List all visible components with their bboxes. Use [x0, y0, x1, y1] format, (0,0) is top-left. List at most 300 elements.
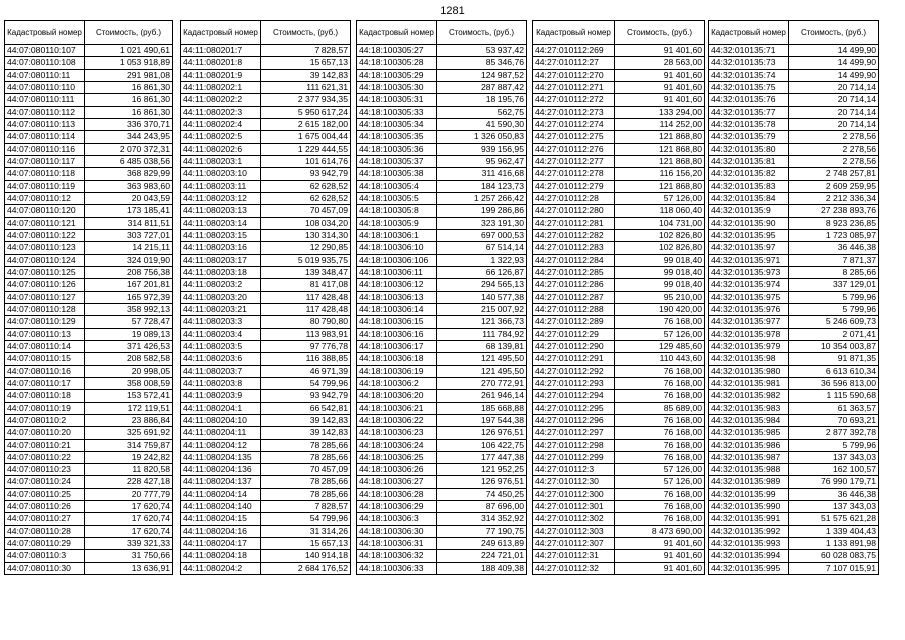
table-row — [357, 353, 527, 365]
header-cadastral-number: Кадастровый номер — [5, 21, 85, 45]
table-row — [181, 316, 351, 328]
table-row — [533, 562, 705, 574]
cost-cell: 215 007,92 — [437, 303, 527, 315]
cost-cell: 102 826,80 — [615, 242, 705, 254]
table-row — [181, 451, 351, 463]
cadastral-table-column-5 — [708, 20, 879, 575]
table-row — [533, 390, 705, 402]
cadastral-number-cell: 44:18:100306:23 — [357, 427, 437, 439]
cadastral-number-cell: 44:11:080204:18 — [181, 550, 261, 562]
table-row — [181, 69, 351, 81]
cadastral-number-cell: 44:32:010135:97 — [709, 242, 789, 254]
cadastral-number-cell: 44:32:010135:84 — [709, 192, 789, 204]
table-row — [533, 538, 705, 550]
cost-cell: 2 278,56 — [789, 131, 879, 143]
cost-cell: 314 811,51 — [85, 217, 173, 229]
cadastral-number-cell: 44:07:080110:111 — [5, 94, 85, 106]
cost-cell: 8 473 690,00 — [615, 525, 705, 537]
cost-cell: 62 628,52 — [261, 180, 351, 192]
table-row — [181, 229, 351, 241]
table-row — [357, 69, 527, 81]
cadastral-number-cell: 44:27:010112:303 — [533, 525, 615, 537]
table-row — [357, 242, 527, 254]
cadastral-number-cell: 44:11:080203:18 — [181, 266, 261, 278]
cost-cell: 39 142,83 — [261, 414, 351, 426]
cost-cell: 111 784,92 — [437, 328, 527, 340]
table-row — [357, 501, 527, 513]
cost-cell: 5 799,96 — [789, 303, 879, 315]
table-row — [5, 303, 173, 315]
cadastral-number-cell: 44:32:010135:74 — [709, 69, 789, 81]
cadastral-number-cell: 44:27:010112:293 — [533, 377, 615, 389]
header-cost: Стоимость, (руб.) — [789, 21, 879, 45]
table-row — [709, 550, 879, 562]
cost-cell: 74 450,25 — [437, 488, 527, 500]
table-row — [181, 525, 351, 537]
cadastral-number-cell: 44:32:010135:984 — [709, 414, 789, 426]
table-row — [181, 427, 351, 439]
cadastral-number-cell: 44:18:100306:13 — [357, 291, 437, 303]
cost-cell: 121 868,80 — [615, 131, 705, 143]
cadastral-number-cell: 44:27:010112:300 — [533, 488, 615, 500]
table-row — [5, 476, 173, 488]
table-row — [357, 168, 527, 180]
cost-cell: 173 185,41 — [85, 205, 173, 217]
cost-cell: 140 914,18 — [261, 550, 351, 562]
cadastral-number-cell: 44:32:010135:978 — [709, 328, 789, 340]
cost-cell: 76 168,00 — [615, 365, 705, 377]
cadastral-number-cell: 44:27:010112:289 — [533, 316, 615, 328]
table-row — [533, 525, 705, 537]
table-row — [181, 303, 351, 315]
cost-cell: 121 495,50 — [437, 365, 527, 377]
table-row — [5, 513, 173, 525]
cost-cell: 14 215,11 — [85, 242, 173, 254]
cost-cell: 76 168,00 — [615, 414, 705, 426]
cost-cell: 5 799,96 — [789, 291, 879, 303]
cadastral-number-cell: 44:27:010112:280 — [533, 205, 615, 217]
cadastral-number-cell: 44:18:100306:31 — [357, 538, 437, 550]
table-row — [5, 538, 173, 550]
table-row — [533, 143, 705, 155]
cadastral-number-cell: 44:07:080110:15 — [5, 353, 85, 365]
cost-cell: 137 343,03 — [789, 451, 879, 463]
cadastral-number-cell: 44:32:010135:83 — [709, 180, 789, 192]
table-row — [709, 94, 879, 106]
table-row — [5, 266, 173, 278]
table-row — [181, 81, 351, 93]
cost-cell: 1 021 490,61 — [85, 45, 173, 57]
cadastral-number-cell: 44:11:080201:7 — [181, 45, 261, 57]
cost-cell: 130 314,30 — [261, 229, 351, 241]
cadastral-number-cell: 44:11:080204:136 — [181, 464, 261, 476]
cost-cell: 5 246 609,73 — [789, 316, 879, 328]
table-row — [533, 118, 705, 130]
cost-cell: 67 514,14 — [437, 242, 527, 254]
cadastral-number-cell: 44:18:100306:10 — [357, 242, 437, 254]
cadastral-number-cell: 44:32:010135:78 — [709, 118, 789, 130]
cost-cell: 336 370,71 — [85, 118, 173, 130]
cadastral-number-cell: 44:27:010112:279 — [533, 180, 615, 192]
cadastral-number-cell: 44:27:010112:285 — [533, 266, 615, 278]
cost-cell: 185 668,88 — [437, 402, 527, 414]
table-row — [181, 266, 351, 278]
cadastral-number-cell: 44:11:080203:16 — [181, 242, 261, 254]
table-row — [5, 488, 173, 500]
cost-cell: 114 252,00 — [615, 118, 705, 130]
cadastral-number-cell: 44:07:080110:126 — [5, 279, 85, 291]
table-row — [357, 303, 527, 315]
table-row — [533, 57, 705, 69]
cadastral-number-cell: 44:07:080110:110 — [5, 81, 85, 93]
cost-cell: 66 542,81 — [261, 402, 351, 414]
table-row — [357, 81, 527, 93]
table-row — [709, 353, 879, 365]
cadastral-number-cell: 44:32:010135:991 — [709, 513, 789, 525]
cost-cell: 20 714,14 — [789, 81, 879, 93]
cadastral-number-cell: 44:27:010112:298 — [533, 439, 615, 451]
table-row — [181, 94, 351, 106]
table-row — [709, 192, 879, 204]
table-row — [357, 328, 527, 340]
cost-cell: 70 693,21 — [789, 414, 879, 426]
cost-cell: 1 053 918,89 — [85, 57, 173, 69]
header-cadastral-number: Кадастровый номер — [709, 21, 789, 45]
cadastral-number-cell: 44:07:080110:108 — [5, 57, 85, 69]
cadastral-number-cell: 44:32:010135:988 — [709, 464, 789, 476]
cost-cell: 110 443,60 — [615, 353, 705, 365]
table-row — [181, 513, 351, 525]
table-row — [533, 550, 705, 562]
cost-cell: 2 071,41 — [789, 328, 879, 340]
cost-cell: 249 613,89 — [437, 538, 527, 550]
cost-cell: 2 877 392,78 — [789, 427, 879, 439]
cost-cell: 31 314,26 — [261, 525, 351, 537]
table-row — [357, 316, 527, 328]
cost-cell: 60 028 083,75 — [789, 550, 879, 562]
cadastral-number-cell: 44:11:080203:11 — [181, 180, 261, 192]
cost-cell: 78 285,66 — [261, 451, 351, 463]
cadastral-number-cell: 44:27:010112:277 — [533, 155, 615, 167]
cost-cell: 224 721,01 — [437, 550, 527, 562]
table-row — [709, 476, 879, 488]
cadastral-number-cell: 44:27:010112:275 — [533, 131, 615, 143]
cost-cell: 76 990 179,71 — [789, 476, 879, 488]
cadastral-number-cell: 44:18:100306:26 — [357, 464, 437, 476]
cost-cell: 41 590,30 — [437, 118, 527, 130]
cost-cell: 16 861,30 — [85, 81, 173, 93]
cadastral-number-cell: 44:11:080202:4 — [181, 118, 261, 130]
cost-cell: 57 126,00 — [615, 464, 705, 476]
cadastral-number-cell: 44:27:010112:299 — [533, 451, 615, 463]
cost-cell: 91 401,60 — [615, 81, 705, 93]
cadastral-number-cell: 44:07:080110:30 — [5, 562, 85, 574]
cadastral-number-cell: 44:11:080204:10 — [181, 414, 261, 426]
cost-cell: 11 820,58 — [85, 464, 173, 476]
cadastral-number-cell: 44:11:080203:7 — [181, 365, 261, 377]
cost-cell: 95 210,00 — [615, 291, 705, 303]
table-row — [709, 217, 879, 229]
table-row — [5, 57, 173, 69]
table-row — [533, 69, 705, 81]
table-row — [357, 427, 527, 439]
table-row — [533, 279, 705, 291]
table-row — [357, 390, 527, 402]
cadastral-number-cell: 44:07:080110:29 — [5, 538, 85, 550]
cost-cell: 2 609 259,95 — [789, 180, 879, 192]
cadastral-number-cell: 44:32:010135:979 — [709, 340, 789, 352]
table-row — [5, 217, 173, 229]
table-row — [181, 365, 351, 377]
cost-cell: 57 126,00 — [615, 192, 705, 204]
cost-cell: 121 366,73 — [437, 316, 527, 328]
cadastral-number-cell: 44:07:080110:117 — [5, 155, 85, 167]
cost-cell: 371 426,53 — [85, 340, 173, 352]
cost-cell: 85 346,76 — [437, 57, 527, 69]
cost-cell: 190 420,00 — [615, 303, 705, 315]
table-row — [533, 353, 705, 365]
cost-cell: 70 457,09 — [261, 205, 351, 217]
cost-cell: 91 401,60 — [615, 550, 705, 562]
table-row — [709, 340, 879, 352]
cadastral-table-column-2 — [180, 20, 351, 575]
cadastral-number-cell: 44:27:010112:276 — [533, 143, 615, 155]
cost-cell: 14 499,90 — [789, 57, 879, 69]
table-row — [709, 414, 879, 426]
cadastral-number-cell: 44:32:010135:990 — [709, 501, 789, 513]
cost-cell: 17 620,74 — [85, 501, 173, 513]
cost-cell: 1 115 590,68 — [789, 390, 879, 402]
cost-cell: 23 886,84 — [85, 414, 173, 426]
table-row — [181, 217, 351, 229]
table-row — [709, 205, 879, 217]
cost-cell: 1 257 266,42 — [437, 192, 527, 204]
cost-cell: 39 142,83 — [261, 69, 351, 81]
table-row — [181, 390, 351, 402]
cadastral-number-cell: 44:27:010112:295 — [533, 402, 615, 414]
cost-cell: 66 126,87 — [437, 266, 527, 278]
table-row — [533, 106, 705, 118]
cadastral-number-cell: 44:07:080110:2 — [5, 414, 85, 426]
cadastral-number-cell: 44:32:010135:992 — [709, 525, 789, 537]
cadastral-number-cell: 44:18:100306:19 — [357, 365, 437, 377]
table-row — [709, 168, 879, 180]
cost-cell: 31 750,66 — [85, 550, 173, 562]
cadastral-number-cell: 44:27:010112:284 — [533, 254, 615, 266]
cadastral-number-cell: 44:32:010135:75 — [709, 81, 789, 93]
cadastral-number-cell: 44:11:080203:8 — [181, 377, 261, 389]
table-row — [709, 45, 879, 57]
cadastral-number-cell: 44:32:010135:981 — [709, 377, 789, 389]
table-row — [5, 45, 173, 57]
cost-cell: 76 168,00 — [615, 488, 705, 500]
cadastral-number-cell: 44:18:100306:28 — [357, 488, 437, 500]
cost-cell: 76 168,00 — [615, 439, 705, 451]
cost-cell: 208 756,38 — [85, 266, 173, 278]
table-row — [181, 180, 351, 192]
cadastral-number-cell: 44:27:010112:283 — [533, 242, 615, 254]
cadastral-number-cell: 44:11:080202:3 — [181, 106, 261, 118]
header-cost: Стоимость, (руб.) — [85, 21, 173, 45]
cadastral-number-cell: 44:18:100305:4 — [357, 180, 437, 192]
cadastral-number-cell: 44:07:080110:107 — [5, 45, 85, 57]
cost-cell: 51 575 621,28 — [789, 513, 879, 525]
table-row — [5, 562, 173, 574]
table-row — [709, 488, 879, 500]
cadastral-number-cell: 44:07:080110:14 — [5, 340, 85, 352]
cadastral-number-cell: 44:27:010112:290 — [533, 340, 615, 352]
cost-cell: 20 777,79 — [85, 488, 173, 500]
cost-cell: 53 937,42 — [437, 45, 527, 57]
cost-cell: 1 229 444,55 — [261, 143, 351, 155]
table-row — [709, 131, 879, 143]
cost-cell: 363 983,60 — [85, 180, 173, 192]
table-row — [5, 279, 173, 291]
table-row — [709, 427, 879, 439]
table-row — [5, 451, 173, 463]
table-row — [5, 340, 173, 352]
cadastral-number-cell: 44:27:010112:270 — [533, 69, 615, 81]
table-row — [357, 143, 527, 155]
table-row — [533, 501, 705, 513]
cost-cell: 18 195,76 — [437, 94, 527, 106]
table-row — [5, 316, 173, 328]
table-row — [357, 205, 527, 217]
table-row — [5, 168, 173, 180]
cadastral-number-cell: 44:07:080110:124 — [5, 254, 85, 266]
cadastral-number-cell: 44:27:010112:294 — [533, 390, 615, 402]
cost-cell: 939 156,95 — [437, 143, 527, 155]
cadastral-number-cell: 44:32:010135:993 — [709, 538, 789, 550]
cost-cell: 12 290,85 — [261, 242, 351, 254]
cadastral-number-cell: 44:32:010135:989 — [709, 476, 789, 488]
cadastral-number-cell: 44:18:100306:21 — [357, 402, 437, 414]
cadastral-number-cell: 44:18:100305:27 — [357, 45, 437, 57]
cadastral-number-cell: 44:11:080204:17 — [181, 538, 261, 550]
cost-cell: 111 621,31 — [261, 81, 351, 93]
table-row — [5, 291, 173, 303]
cost-cell: 177 447,38 — [437, 451, 527, 463]
cost-cell: 291 981,08 — [85, 69, 173, 81]
cost-cell: 261 946,14 — [437, 390, 527, 402]
table-row — [181, 402, 351, 414]
header-cost: Стоимость, (руб.) — [437, 21, 527, 45]
cadastral-number-cell: 44:07:080110:26 — [5, 501, 85, 513]
table-row — [533, 217, 705, 229]
cost-cell: 294 565,13 — [437, 279, 527, 291]
cadastral-number-cell: 44:18:100306:12 — [357, 279, 437, 291]
table-row — [533, 439, 705, 451]
cost-cell: 121 868,80 — [615, 180, 705, 192]
cost-cell: 61 363,57 — [789, 402, 879, 414]
cost-cell: 5 019 935,75 — [261, 254, 351, 266]
table-row — [533, 414, 705, 426]
cadastral-number-cell: 44:11:080203:3 — [181, 316, 261, 328]
cadastral-number-cell: 44:11:080203:1 — [181, 155, 261, 167]
cost-cell: 36 446,38 — [789, 242, 879, 254]
table-row — [181, 291, 351, 303]
table-row — [181, 501, 351, 513]
cost-cell: 7 828,57 — [261, 501, 351, 513]
table-row — [5, 192, 173, 204]
table-row — [533, 316, 705, 328]
cadastral-number-cell: 44:18:100305:9 — [357, 217, 437, 229]
table-row — [357, 279, 527, 291]
cadastral-number-cell: 44:11:080201:8 — [181, 57, 261, 69]
cadastral-number-cell: 44:11:080203:17 — [181, 254, 261, 266]
cadastral-number-cell: 44:11:080204:135 — [181, 451, 261, 463]
table-row — [357, 464, 527, 476]
cadastral-number-cell: 44:07:080110:128 — [5, 303, 85, 315]
cost-cell: 121 868,80 — [615, 155, 705, 167]
table-row — [357, 94, 527, 106]
cadastral-number-cell: 44:11:080203:12 — [181, 192, 261, 204]
table-row — [5, 390, 173, 402]
cost-cell: 5 950 617,24 — [261, 106, 351, 118]
cost-cell: 6 485 038,56 — [85, 155, 173, 167]
table-row — [533, 513, 705, 525]
table-row — [357, 340, 527, 352]
table-row — [709, 180, 879, 192]
cadastral-number-cell: 44:11:080204:140 — [181, 501, 261, 513]
cost-cell: 2 212 336,34 — [789, 192, 879, 204]
cadastral-number-cell: 44:18:100305:29 — [357, 69, 437, 81]
cost-cell: 2 278,56 — [789, 143, 879, 155]
cadastral-number-cell: 44:18:100306:11 — [357, 266, 437, 278]
table-row — [533, 303, 705, 315]
table-row — [357, 131, 527, 143]
cadastral-number-cell: 44:27:010112:273 — [533, 106, 615, 118]
cadastral-number-cell: 44:18:100305:37 — [357, 155, 437, 167]
table-row — [709, 377, 879, 389]
cadastral-number-cell: 44:18:100306:14 — [357, 303, 437, 315]
cadastral-number-cell: 44:18:100305:31 — [357, 94, 437, 106]
cadastral-number-cell: 44:07:080110:113 — [5, 118, 85, 130]
cadastral-number-cell: 44:07:080110:116 — [5, 143, 85, 155]
table-row — [709, 155, 879, 167]
cost-cell: 165 972,39 — [85, 291, 173, 303]
table-row — [357, 365, 527, 377]
cadastral-number-cell: 44:07:080110:13 — [5, 328, 85, 340]
cadastral-number-cell: 44:11:080203:5 — [181, 340, 261, 352]
cost-cell: 54 799,96 — [261, 513, 351, 525]
cadastral-number-cell: 44:27:010112:287 — [533, 291, 615, 303]
table-row — [181, 143, 351, 155]
header-cost: Стоимость, (руб.) — [261, 21, 351, 45]
cadastral-number-cell: 44:11:080204:15 — [181, 513, 261, 525]
cadastral-number-cell: 44:07:080110:112 — [5, 106, 85, 118]
table-row — [5, 94, 173, 106]
cadastral-number-cell: 44:07:080110:3 — [5, 550, 85, 562]
table-row — [181, 328, 351, 340]
table-row — [181, 57, 351, 69]
table-row — [709, 254, 879, 266]
cadastral-number-cell: 44:11:080203:14 — [181, 217, 261, 229]
cost-cell: 57 728,47 — [85, 316, 173, 328]
cadastral-number-cell: 44:18:100306:32 — [357, 550, 437, 562]
cadastral-number-cell: 44:07:080110:129 — [5, 316, 85, 328]
cost-cell: 124 987,52 — [437, 69, 527, 81]
table-row — [357, 525, 527, 537]
cost-cell: 20 714,14 — [789, 106, 879, 118]
table-row — [533, 229, 705, 241]
cost-cell: 27 238 893,76 — [789, 205, 879, 217]
cadastral-number-cell: 44:07:080110:122 — [5, 229, 85, 241]
cadastral-number-cell: 44:27:010112:271 — [533, 81, 615, 93]
table-row — [181, 562, 351, 574]
cadastral-number-cell: 44:18:100305:35 — [357, 131, 437, 143]
cost-cell: 17 620,74 — [85, 513, 173, 525]
